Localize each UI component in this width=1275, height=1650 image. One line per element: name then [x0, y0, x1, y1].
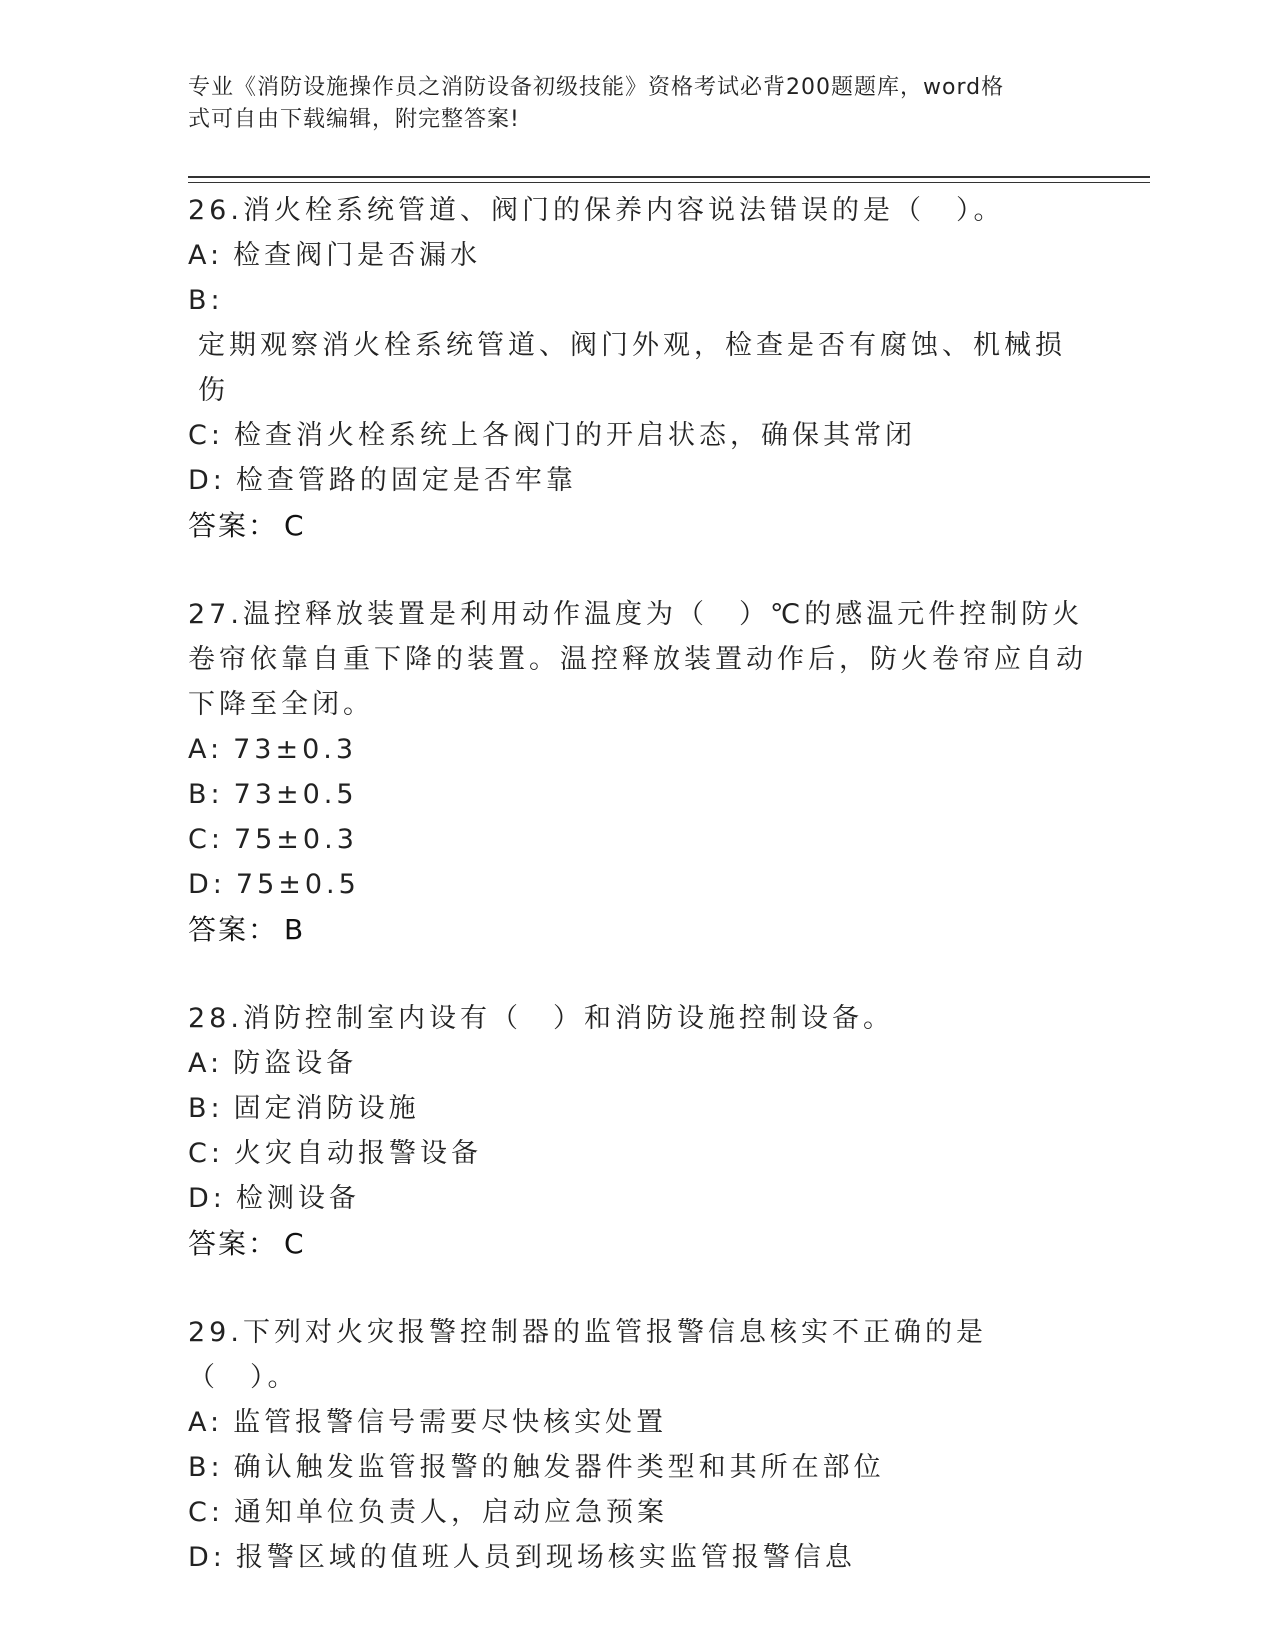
option-letter: D: — [188, 869, 226, 900]
option-text: 73±0.3 — [233, 734, 358, 765]
header-line-1: 专业《消防设施操作员之消防设备初级技能》资格考试必背200题题库，word格 — [188, 75, 1005, 100]
option-text: 通知单位负责人，启动应急预案 — [233, 1497, 668, 1528]
option-text: 确认触发监管报警的触发器件类型和其所在部位 — [233, 1452, 885, 1483]
option-d — [188, 1176, 1088, 1221]
option-text: 固定消防设施 — [233, 1093, 420, 1124]
question-26 — [188, 188, 1088, 548]
header-divider-thin — [188, 182, 1150, 183]
option-c — [188, 1490, 1088, 1535]
option-text: 检查消火栓系统上各阀门的开启状态，确保其常闭 — [233, 420, 916, 451]
option-d — [188, 862, 1088, 907]
option-c — [188, 413, 1088, 458]
question-stem: 29.下列对火灾报警控制器的监管报警信息核实不正确的是（ ）。 — [188, 1317, 987, 1393]
header-divider-thick — [188, 176, 1150, 178]
option-letter: D: — [188, 465, 226, 496]
option-letter: B: — [188, 285, 224, 316]
option-text: 检查阀门是否漏水 — [233, 240, 482, 271]
option-text: 火灾自动报警设备 — [233, 1138, 482, 1169]
option-text: 75±0.3 — [233, 824, 358, 855]
question-27 — [188, 592, 1088, 952]
option-letter: C: — [188, 1138, 224, 1169]
header-line-2: 式可自由下载编辑，附完整答案! — [188, 107, 520, 132]
answer-value: C — [284, 509, 306, 542]
option-letter: B: — [188, 1093, 224, 1124]
answer-value: B — [284, 913, 306, 946]
answer-line — [188, 503, 1088, 548]
answer-label: 答案： — [188, 913, 279, 946]
option-text: 监管报警信号需要尽快核实处置 — [233, 1407, 668, 1438]
option-text: 检查管路的固定是否牢靠 — [235, 465, 577, 496]
answer-label: 答案： — [188, 509, 279, 542]
option-letter: C: — [188, 824, 224, 855]
option-letter: D: — [188, 1183, 226, 1214]
question-stem: 28.消防控制室内设有（ ）和消防设施控制设备。 — [188, 1003, 894, 1034]
option-text: 防盗设备 — [233, 1048, 358, 1079]
option-letter: A: — [188, 1407, 224, 1438]
answer-value: C — [284, 1227, 306, 1260]
option-letter: A: — [188, 1048, 224, 1079]
option-letter: D: — [188, 1542, 226, 1573]
answer-line — [188, 907, 1088, 952]
option-letter: A: — [188, 240, 224, 271]
option-c — [188, 817, 1088, 862]
option-d — [188, 458, 1088, 503]
option-b — [188, 772, 1088, 817]
question-29 — [188, 1310, 1088, 1580]
option-d — [188, 1535, 1088, 1580]
option-text: 75±0.5 — [235, 869, 360, 900]
option-text: 定期观察消火栓系统管道、阀门外观，检查是否有腐蚀、机械损伤 — [198, 330, 1066, 406]
option-letter: A: — [188, 734, 224, 765]
option-letter: B: — [188, 1452, 224, 1483]
answer-line — [188, 1221, 1088, 1266]
option-letter: C: — [188, 420, 224, 451]
question-list — [188, 188, 1088, 1624]
option-c — [188, 1131, 1088, 1176]
option-b — [188, 1445, 1088, 1490]
question-stem: 27.温控释放装置是利用动作温度为（ ）℃的感温元件控制防火卷帘依靠自重下降的装置。温控释放装置动作后，防火卷帘应自动下降至全闭。 — [188, 599, 1087, 720]
option-a — [188, 233, 1088, 278]
option-b — [188, 278, 1088, 413]
option-b — [188, 1086, 1088, 1131]
question-stem: 26.消火栓系统管道、阀门的保养内容说法错误的是（ ）。 — [188, 195, 1005, 226]
option-letter: B: — [188, 779, 224, 810]
option-text: 73±0.5 — [233, 779, 358, 810]
document-header — [188, 72, 1078, 136]
option-a — [188, 1400, 1088, 1445]
question-28 — [188, 996, 1088, 1266]
option-letter: C: — [188, 1497, 224, 1528]
answer-label: 答案： — [188, 1227, 279, 1260]
option-text: 报警区域的值班人员到现场核实监管报警信息 — [235, 1542, 856, 1573]
option-a — [188, 727, 1088, 772]
option-a — [188, 1041, 1088, 1086]
option-text: 检测设备 — [235, 1183, 360, 1214]
